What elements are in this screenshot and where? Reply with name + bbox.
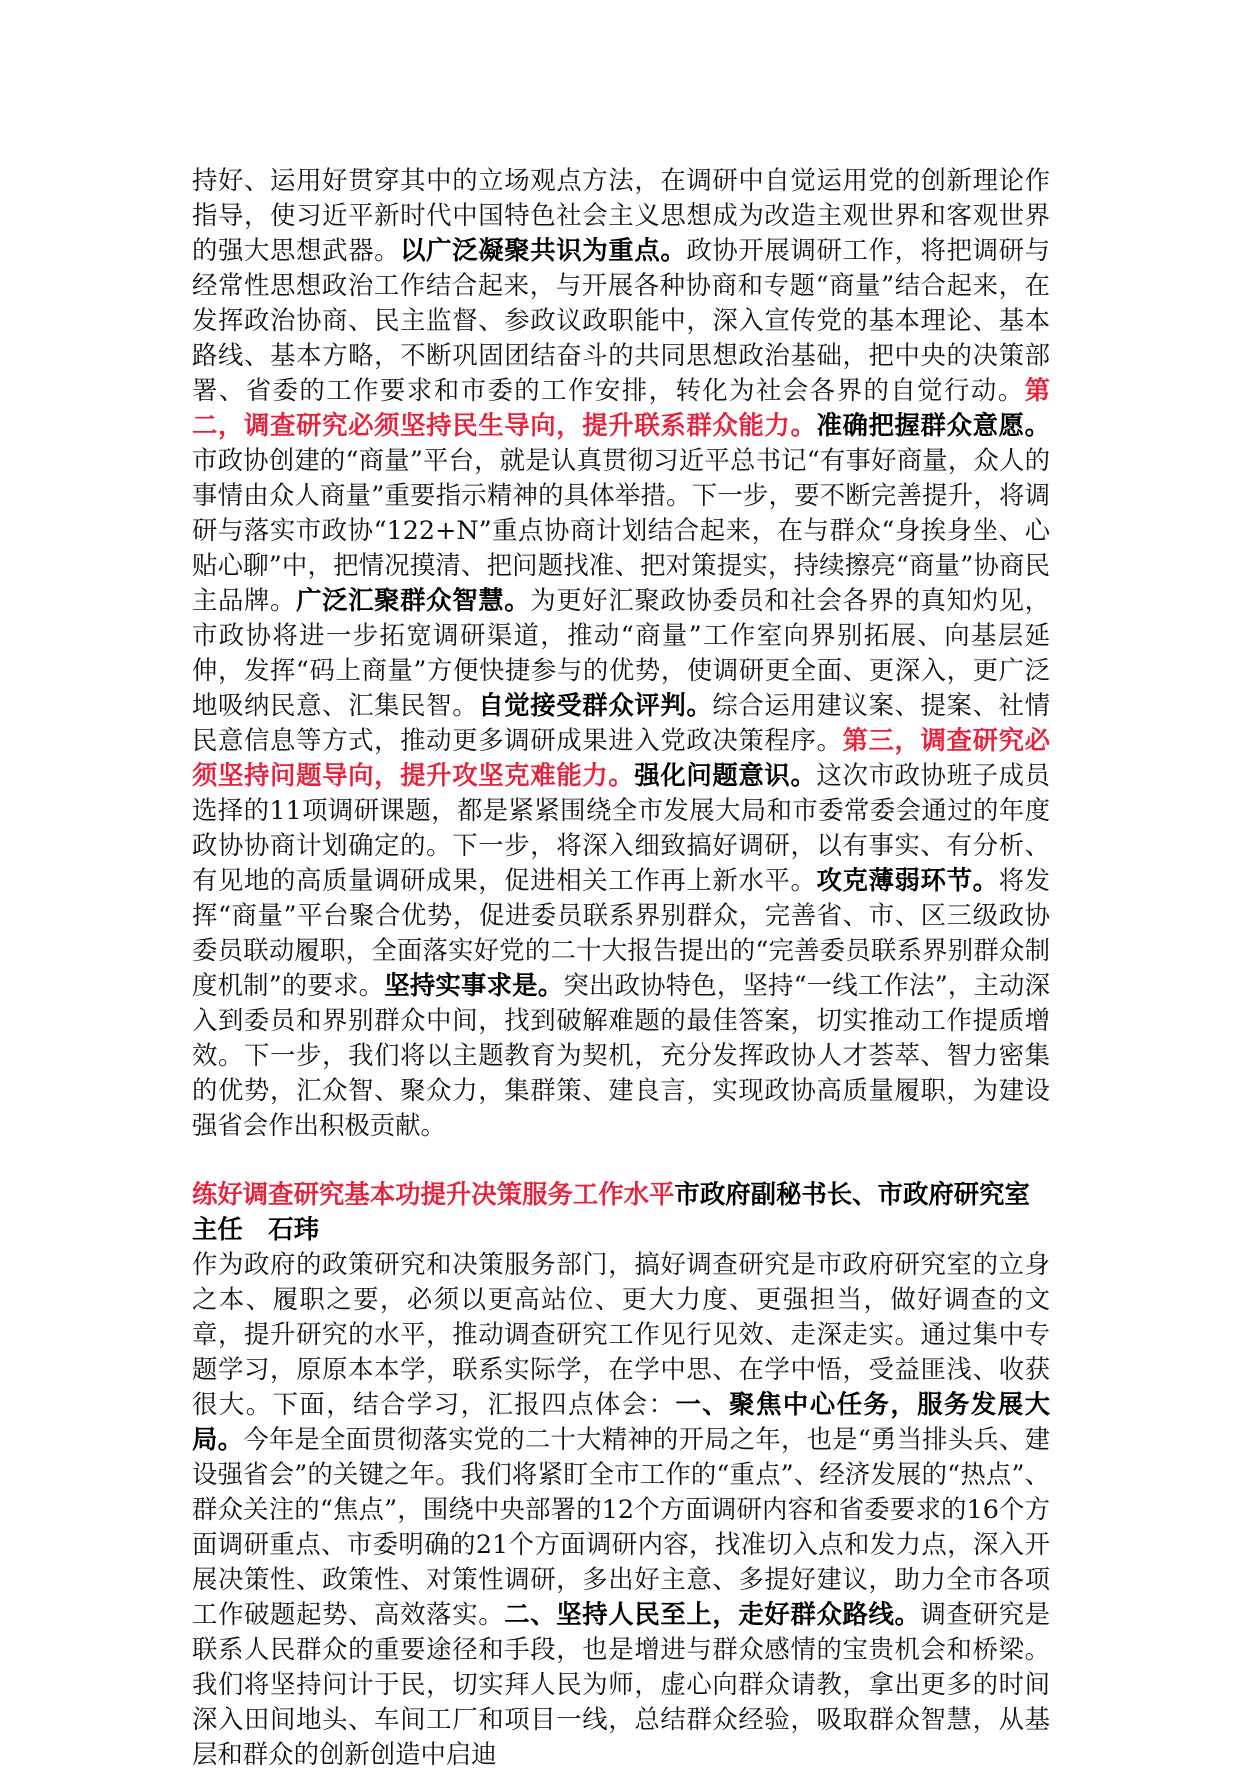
bold-subheading: 准确把握群众意愿。 [816,410,1051,440]
document-page [192,163,1050,1772]
section-1-paragraph [192,163,1050,1143]
text-run: 将发挥“商量”平台聚合优势，促进委员联系界别群众，完善省、市、区三级政协委员联动履职，全面落实好党的二十大报告提出的“完善委员联系界别群众制度机制”的要求。 [192,865,1051,1000]
text-run: 今年是全面贯彻落实党的二十大精神的开局之年，也是“勇当排头兵、建设强省会”的关键之年。我们将紧盯全市工作的“重点”、经济发展的“热点”、群众关注的“焦点”，围绕中央部署的12个方面调研内容和省委要求的16个方面调研重点、市委明确的21个方面调研内容，找准切入点和发力点，深入开展决策性、政策性、对策性调研，多出好主意、多提好建议，助力全市各项工作破题起势、高效落实。 [192,1424,1051,1629]
text-run: 这次市政协班子成员选择的11项调研课题，都是紧紧围绕全市发展大局和市委常委会通过的年度政协协商计划确定的。下一步，将深入细致搞好调研，以有事实、有分析、有见地的高质量调研成果，促进相关工作再上新水平。 [192,760,1051,895]
bold-subheading: 强化问题意识。 [634,760,817,790]
bold-subheading: 自觉接受群众评判。 [478,690,713,720]
author-byline: 市政府副秘书长、市政府研究室主任 石玮 [192,1179,1030,1244]
section-2 [192,1177,1050,1772]
text-run: 为更好汇聚政协委员和社会各界的真知灼见，市政协将进一步拓宽调研渠道，推动“商量”工作室向界别拓展、向基层延伸，发挥“码上商量”方便快捷参与的优势，使调研更全面、更深入，更广泛地吸纳民意、汇集民智。 [192,585,1051,720]
red-heading: 第二，调查研究必须坚持民生导向，提升联系群众能力。 [192,375,1050,440]
bold-subheading: 二、坚持人民至上，走好群众路线。 [504,1599,921,1629]
section-title: 练好调查研究基本功提升决策服务工作水平 [192,1179,675,1209]
text-run: 市政协创建的“商量”平台，就是认真贯彻习近平总书记“有事好商量，众人的事情由众人商量”重要指示精神的具体举措。下一步，要不断完善提升，将调研与落实市政协“122+N”重点协商计划结合起来，在与群众“身挨身坐、心贴心聊”中，把情况摸清、把问题找准、把对策提实，持续擦亮“商量”协商民主品牌。 [192,445,1050,615]
text-run: 调查研究是联系人民群众的重要途径和手段，也是增进与群众感情的宝贵机会和桥梁。我们将坚持问计于民，切实拜人民为师，虚心向群众请教，拿出更多的时间深入田间地头、车间工厂和项目一线，总结群众经验，吸取群众智慧，从基层和群众的创新创造中启迪 [192,1599,1051,1769]
text-run: 作为政府的政策研究和决策服务部门，搞好调查研究是市政府研究室的立身之本、履职之要，必须以更高站位、更大力度、更强担当，做好调查的文章，提升研究的水平，推动调查研究工作见行见效、走深走实。通过集中专题学习，原原本本学，联系实际学，在学中思、在学中悟，受益匪浅、收获很大。下面，结合学习，汇报四点体会： [192,1249,1050,1419]
red-heading: 第三，调查研究必须坚持问题导向，提升攻坚克难能力。 [192,725,1051,790]
section-2-heading [192,1177,1050,1247]
bold-subheading: 攻克薄弱环节。 [816,865,999,895]
text-run: 突出政协特色，坚持“一线工作法”，主动深入到委员和界别群众中间，找到破解难题的最佳答案，切实推动工作提质增效。下一步，我们将以主题教育为契机，充分发挥政协人才荟萃、智力密集的优势，汇众智、聚众力，集群策、建良言，实现政协高质量履职，为建设强省会作出积极贡献。 [192,970,1051,1140]
text-run: 综合运用建议案、提案、社情民意信息等方式，推动更多调研成果进入党政决策程序。 [192,690,1051,755]
bold-subheading: 广泛汇聚群众智慧。 [296,585,531,615]
section-2-paragraph [192,1247,1050,1772]
bold-subheading: 坚持实事求是。 [384,970,564,1000]
text-run: 政协开展调研工作，将把调研与经常性思想政治工作结合起来，与开展各种协商和专题“商量”结合起来，在发挥政治协商、民主监督、参政议政职能中，深入宣传党的基本理论、基本路线、基本方略，不断巩固团结奋斗的共同思想政治基础，把中央的决策部署、省委的工作要求和市委的工作安排，转化为社会各界的自觉行动。 [192,235,1051,405]
text-run: 持好、运用好贯穿其中的立场观点方法，在调研中自觉运用党的创新理论作指导，使习近平新时代中国特色社会主义思想成为改造主观世界和客观世界的强大思想武器。 [192,165,1050,265]
bold-subheading: 一、聚焦中心任务，服务发展大局。 [192,1389,1051,1454]
bold-subheading: 以广泛凝聚共识为重点。 [400,235,687,265]
